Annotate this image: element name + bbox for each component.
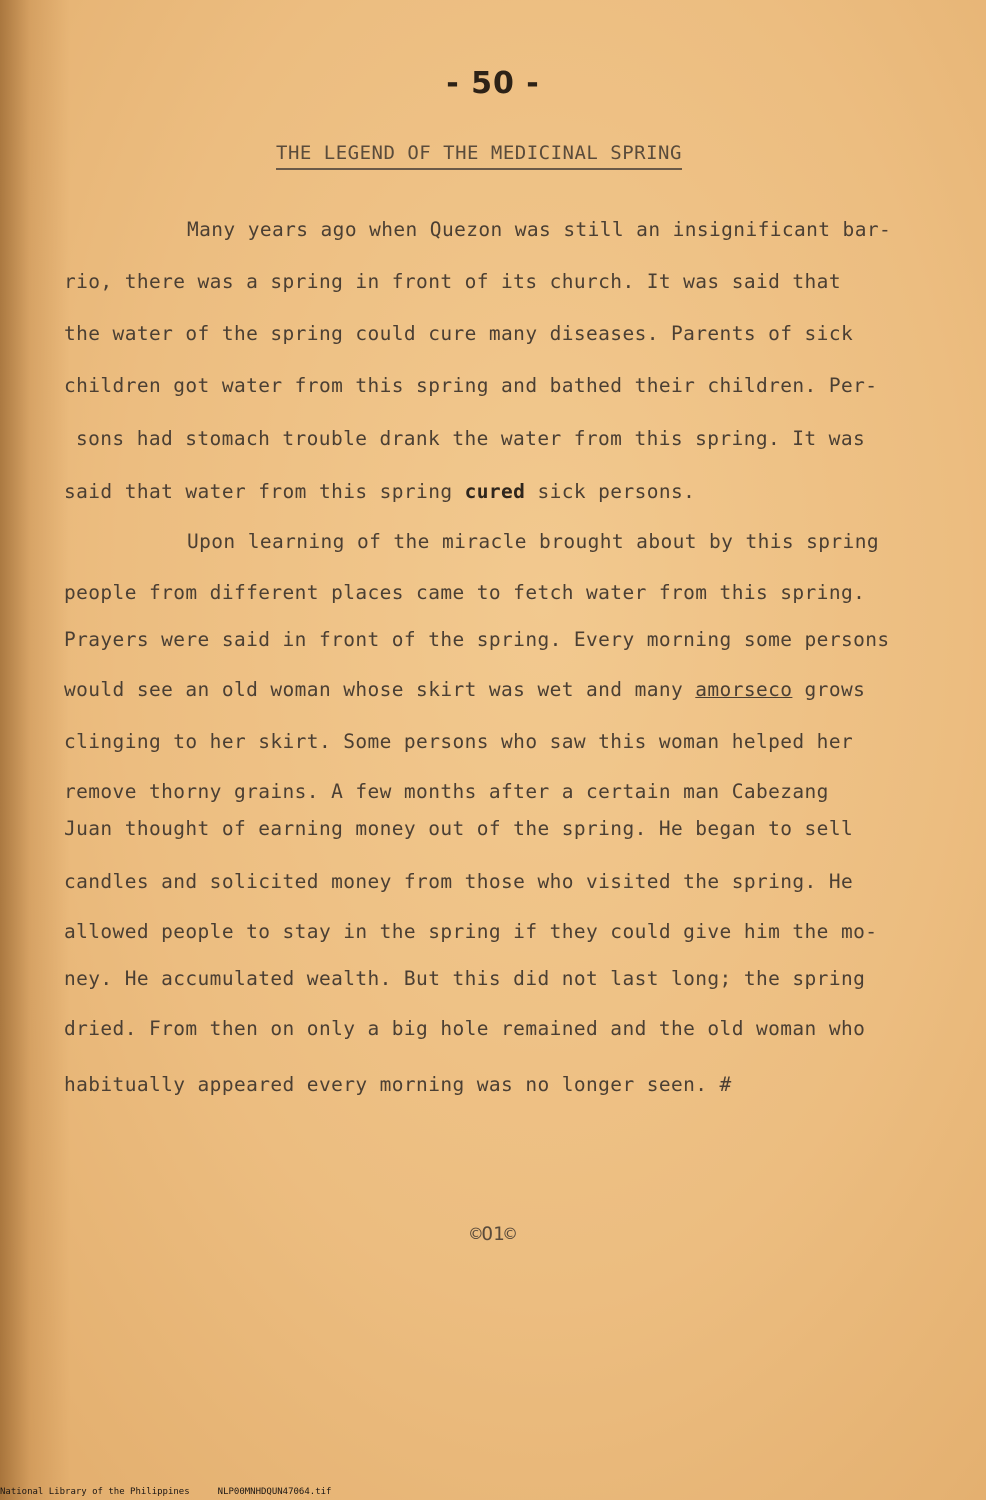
text-line: remove thorny grains. A few months after a certain man Cabezang — [64, 780, 829, 803]
text-line — [64, 480, 695, 503]
text-line: allowed people to stay in the spring if they could give him the mo- — [64, 920, 878, 943]
text-line: sons had stomach trouble drank the water from this spring. It was — [76, 427, 866, 450]
text-line: Many years ago when Quezon was still an insignificant bar- — [187, 218, 892, 241]
page-number: - 50 - — [446, 66, 540, 101]
text-line: the water of the spring could cure many diseases. Parents of sick — [64, 322, 854, 345]
text-line: Juan thought of earning money out of the spring. He began to sell — [64, 817, 854, 840]
library-name: National Library of the Philippines — [0, 1487, 190, 1497]
text-line: people from different places came to fetch water from this spring. — [64, 581, 866, 604]
text-segment: would see an old woman whose skirt was wet and many — [64, 678, 696, 701]
underlined-word: amorseco — [695, 678, 793, 701]
text-line: Prayers were said in front of the spring. Every morning some persons — [64, 628, 890, 651]
text-line: habitually appeared every morning was no longer seen. # — [64, 1073, 732, 1096]
text-line: children got water from this spring and bathed their children. Per- — [64, 374, 878, 397]
text-line: Upon learning of the miracle brought about by this spring — [187, 530, 879, 553]
text-line: dried. From then on only a big hole remained and the old woman who — [64, 1017, 866, 1040]
page-title: THE LEGEND OF THE MEDICINAL SPRING — [276, 142, 682, 170]
text-line: rio, there was a spring in front of its church. It was said that — [64, 270, 841, 293]
file-name: NLP00MNHDQUN47064.tif — [217, 1487, 332, 1497]
footer-code: ©O1© — [470, 1223, 516, 1245]
text-line: candles and solicited money from those who visited the spring. He — [64, 870, 854, 893]
archive-footer — [0, 1487, 331, 1497]
emphasized-word: cured — [464, 480, 526, 503]
text-line: clinging to her skirt. Some persons who saw this woman helped her — [64, 730, 854, 753]
text-line: ney. He accumulated wealth. But this did not last long; the spring — [64, 967, 866, 990]
text-segment: said that water from this spring — [64, 480, 465, 503]
text-segment: grows — [792, 678, 866, 701]
text-line — [64, 678, 865, 701]
text-segment: sick persons. — [525, 480, 696, 503]
